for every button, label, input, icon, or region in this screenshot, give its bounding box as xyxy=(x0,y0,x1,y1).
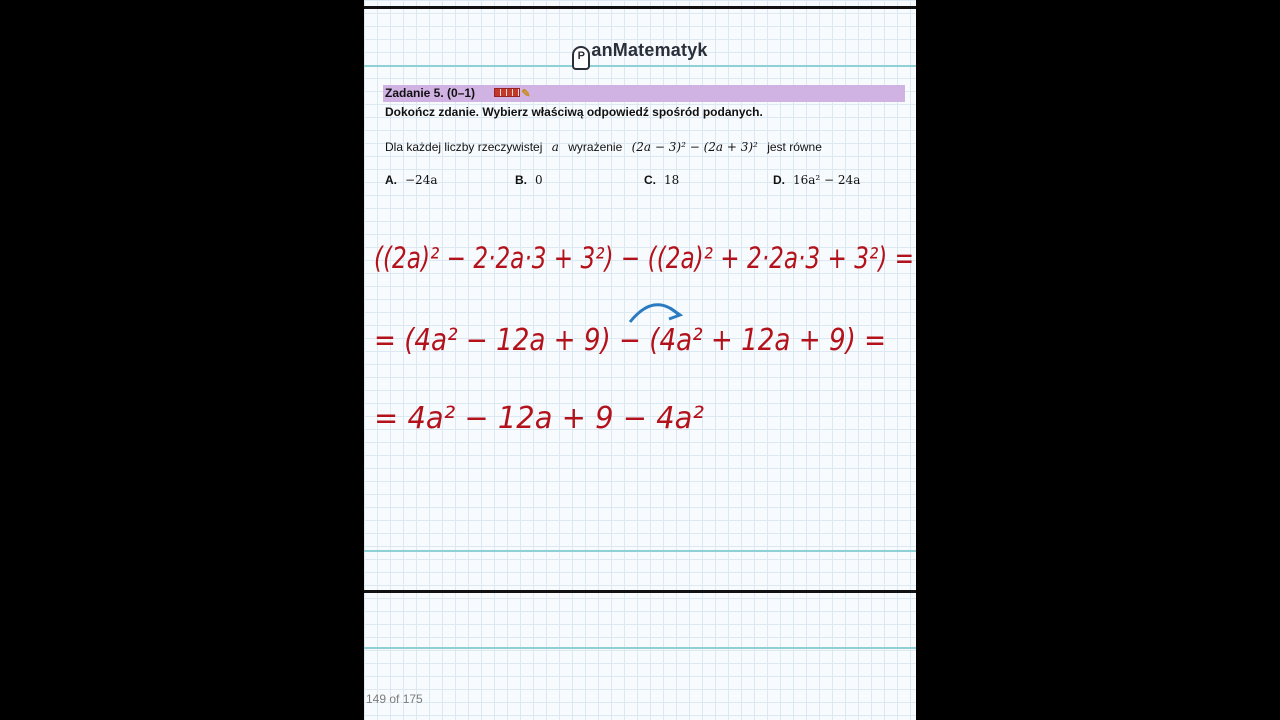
handwriting-line-1: ((2a)² − 2·2a·3 + 3²) − ((2a)² + 2·2a·3 + 3²) = xyxy=(374,241,914,275)
option-letter: A. xyxy=(385,173,397,187)
option-b[interactable] xyxy=(515,173,543,187)
task-title: Zadanie 5. (0–1) xyxy=(385,86,476,100)
handwriting-line-2: = (4a² − 12a + 9) − (4a² + 12a + 9) = xyxy=(374,323,886,358)
panmatematyk-logo xyxy=(364,40,916,70)
page-footer-line xyxy=(364,550,916,552)
question-suffix: jest równe xyxy=(767,140,822,154)
page-indicator: 149 of 175 xyxy=(366,692,423,706)
question-middle: wyrażenie xyxy=(568,140,623,154)
option-letter: B. xyxy=(515,173,527,187)
next-page-header-line xyxy=(364,647,916,649)
question-expression: (2a − 3)² − (2a + 3)² xyxy=(631,140,758,154)
page-break-divider xyxy=(364,590,916,593)
question-prefix: Dla każdej liczby rzeczywistej xyxy=(385,140,543,154)
option-c[interactable] xyxy=(644,173,679,187)
arrow-icon xyxy=(630,305,678,322)
option-letter: D. xyxy=(773,173,785,187)
logo-text: anMatematyk xyxy=(591,40,708,60)
task-header xyxy=(383,85,905,102)
document-page xyxy=(364,0,916,720)
task-instruction: Dokończ zdanie. Wybierz właściwą odpowiedź spośród podanych. xyxy=(385,105,763,119)
arrow-head-icon xyxy=(669,308,680,319)
option-value: −24a xyxy=(405,173,438,187)
option-value: 0 xyxy=(535,173,543,187)
lightbulb-icon: P xyxy=(572,46,590,70)
handwriting-line-3: = 4a² − 12a + 9 − 4a² xyxy=(374,401,704,436)
pencil-icon: ✎ xyxy=(521,88,531,100)
difficulty-badge-icon xyxy=(494,88,520,97)
option-letter: C. xyxy=(644,173,656,187)
page-top-divider xyxy=(364,6,916,9)
question-variable: a xyxy=(551,140,559,154)
option-value: 16a² − 24a xyxy=(793,173,861,187)
option-value: 18 xyxy=(664,173,680,187)
option-a[interactable] xyxy=(385,173,437,187)
option-d[interactable] xyxy=(773,173,860,187)
task-question xyxy=(385,140,822,154)
